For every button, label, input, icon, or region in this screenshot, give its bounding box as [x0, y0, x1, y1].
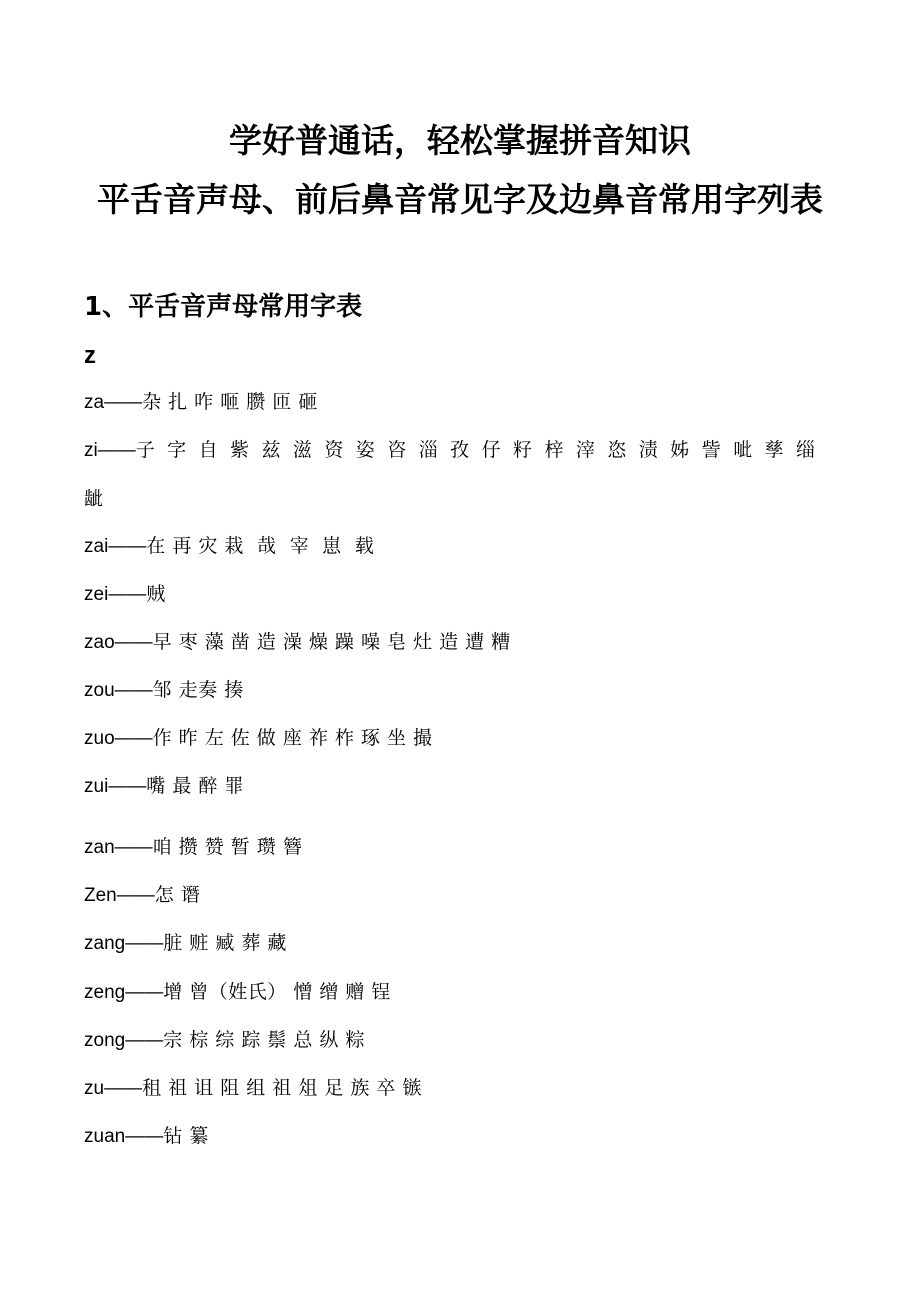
syllable-row-za	[84, 378, 844, 427]
syllable-row-zi	[84, 426, 844, 523]
syllable-label: zao——	[84, 632, 153, 653]
syllable-label: zui——	[84, 776, 147, 797]
syllable-label: zang——	[84, 933, 164, 954]
syllable-label: zuan——	[84, 1126, 164, 1147]
syllable-label: zeng——	[84, 982, 164, 1003]
syllable-row-zeng	[84, 968, 844, 1017]
syllable-characters: 宗 棕 综 踪 鬃 总 纵 粽	[163, 1029, 365, 1051]
syllable-label: zuo——	[84, 728, 153, 749]
syllable-label: zan——	[84, 837, 153, 858]
page-title-line-1: 学好普通话，轻松掌握拼音知识	[229, 121, 691, 160]
syllable-characters: 子 字 自 紫 兹 滋 资 姿 咨 淄 孜 仔 籽 梓 滓 恣 渍 姊 訾 呲 孳 缁 龇	[84, 439, 819, 510]
syllable-row-zou	[84, 666, 844, 715]
syllable-label: zi——	[84, 440, 136, 461]
syllable-characters: 邹 走奏 揍	[152, 679, 244, 701]
syllable-row-zan	[84, 823, 844, 872]
syllable-characters: 咱 攒 赞 暂 瓒 簪	[152, 836, 303, 858]
syllable-characters: 在 再 灾 栽 哉 宰 崽 载	[146, 535, 375, 557]
syllable-characters: 脏 赃 臧 葬 藏	[163, 932, 287, 954]
page-title-line-2: 平舌音声母、前后鼻音常见字及边鼻音常用字列表	[97, 180, 823, 219]
syllable-row-zei	[84, 570, 844, 619]
syllable-label: za——	[84, 392, 143, 413]
syllable-label: zou——	[84, 680, 153, 701]
syllable-characters: 杂 扎 咋 咂 臜 匝 砸	[142, 391, 318, 413]
syllable-characters: 早 枣 藻 凿 造 澡 燥 躁 噪 皂 灶 造 遭 糟	[152, 631, 511, 653]
syllable-row-zong	[84, 1016, 844, 1065]
syllable-row-zu	[84, 1064, 844, 1113]
syllable-characters: 怎 谮	[154, 884, 201, 906]
syllable-label: zu——	[84, 1078, 143, 1099]
syllable-characters: 作 昨 左 佐 做 座 祚 柞 琢 坐 撮	[152, 727, 433, 749]
syllable-row-zuo	[84, 714, 844, 763]
syllable-characters: 钻 纂	[163, 1125, 209, 1147]
syllable-row-zui	[84, 762, 844, 811]
syllable-label: Zen——	[84, 885, 155, 906]
syllable-row-zuan	[84, 1112, 844, 1161]
syllable-characters: 增 曾（姓氏） 憎 缯 赠 锃	[163, 981, 391, 1003]
syllable-row-zang	[84, 919, 844, 968]
syllable-row-zai	[84, 522, 844, 571]
syllable-row-zao	[84, 618, 844, 667]
syllable-characters: 租 祖 诅 阻 组 祖 俎 足 族 卒 镞	[142, 1077, 422, 1099]
section-heading: 1、平舌音声母常用字表	[84, 292, 363, 322]
syllable-characters: 贼	[146, 583, 166, 605]
syllable-label: zei——	[84, 584, 147, 605]
syllable-row-zen	[84, 871, 844, 920]
syllable-label: zai——	[84, 536, 147, 557]
syllable-characters: 嘴 最 醉 罪	[146, 775, 244, 797]
syllable-label: zong——	[84, 1030, 164, 1051]
letter-heading-z: z	[84, 342, 96, 369]
